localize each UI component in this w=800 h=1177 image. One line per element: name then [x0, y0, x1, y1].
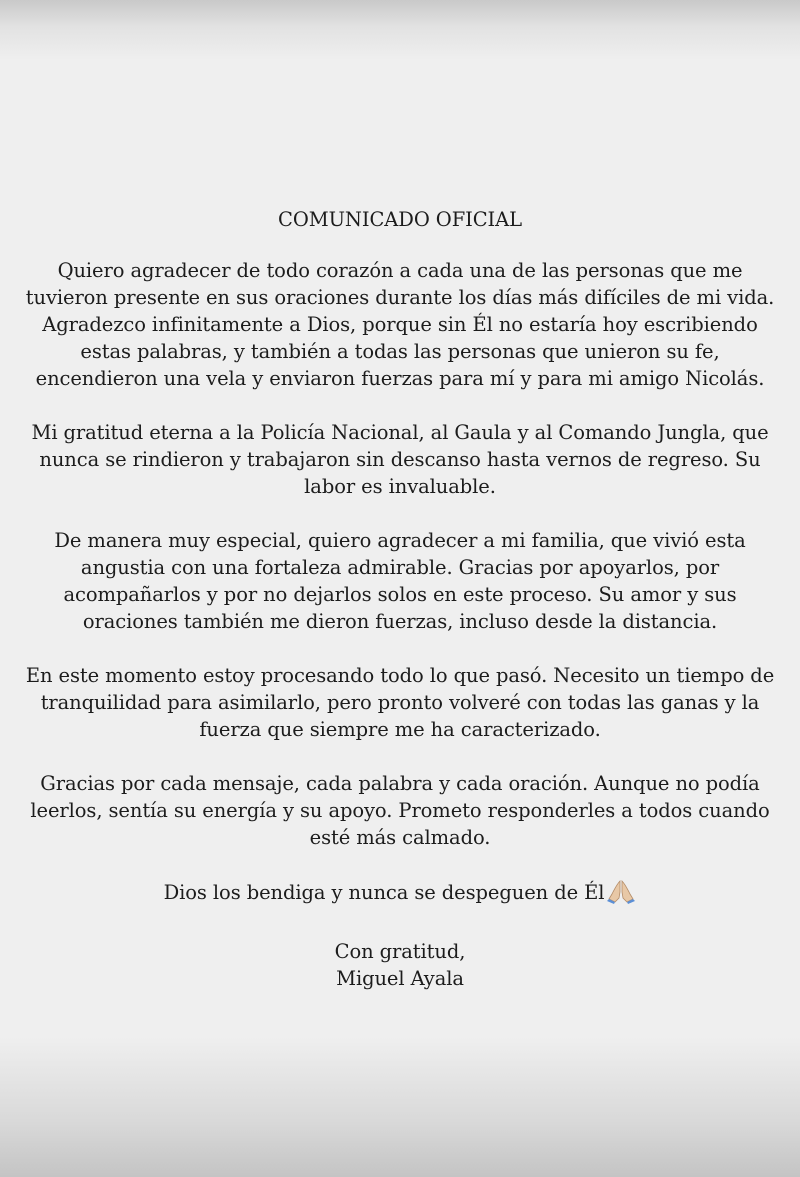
blessing-text: Dios los bendiga y nunca se despeguen de Él [163, 881, 605, 904]
top-gradient [0, 0, 800, 60]
signature: Miguel Ayala [336, 967, 464, 990]
statement-paragraph-family-thanks: De manera muy especial, quiero agradecer a mi familia, que vivió esta angustia con una fortaleza admirable. Gracias por apoyarlos, por acompañarlos y por no dejarlos solos en este proceso. Su amor y sus oraciones también me dieron fuerzas, incluso desde la distancia. [54, 529, 746, 633]
statement-paragraph-gratitude-prayers: Quiero agradecer de todo corazón a cada una de las personas que me tuvieron presente en sus oraciones durante los días más difíciles de mi vida. Agradezco infinitamente a Dios, porque sin Él no estaría hoy escribiendo estas palabras, y también a todas las personas que unieron su fe, encendieron una vela y enviaron fuerzas para mí y para mi amigo Nicolás. [25, 259, 775, 390]
statement-paragraph-processing: En este momento estoy procesando todo lo que pasó. Necesito un tiempo de tranquilidad para asimilarlo, pero pronto volveré con todas las ganas y la fuerza que siempre me ha caracterizado. [25, 664, 775, 741]
statement-paragraph-police-thanks: Mi gratitud eterna a la Policía Nacional, al Gaula y al Comando Jungla, que nunca se rindieron y trabajaron sin descanso hasta vernos de regreso. Su labor es invaluable. [31, 421, 769, 498]
statement-blessing-line [20, 878, 780, 911]
statement-paragraph-messages-thanks: Gracias por cada mensaje, cada palabra y cada oración. Aunque no podía leerlos, sentía su energía y su apoyo. Prometo responderles a todos cuando esté más calmado. [30, 772, 770, 849]
bottom-gradient [0, 1037, 800, 1177]
praying-hands-icon [606, 878, 636, 911]
closing-line: Con gratitud, [334, 940, 466, 963]
official-statement [20, 206, 780, 1019]
statement-title: COMUNICADO OFICIAL [278, 208, 522, 231]
